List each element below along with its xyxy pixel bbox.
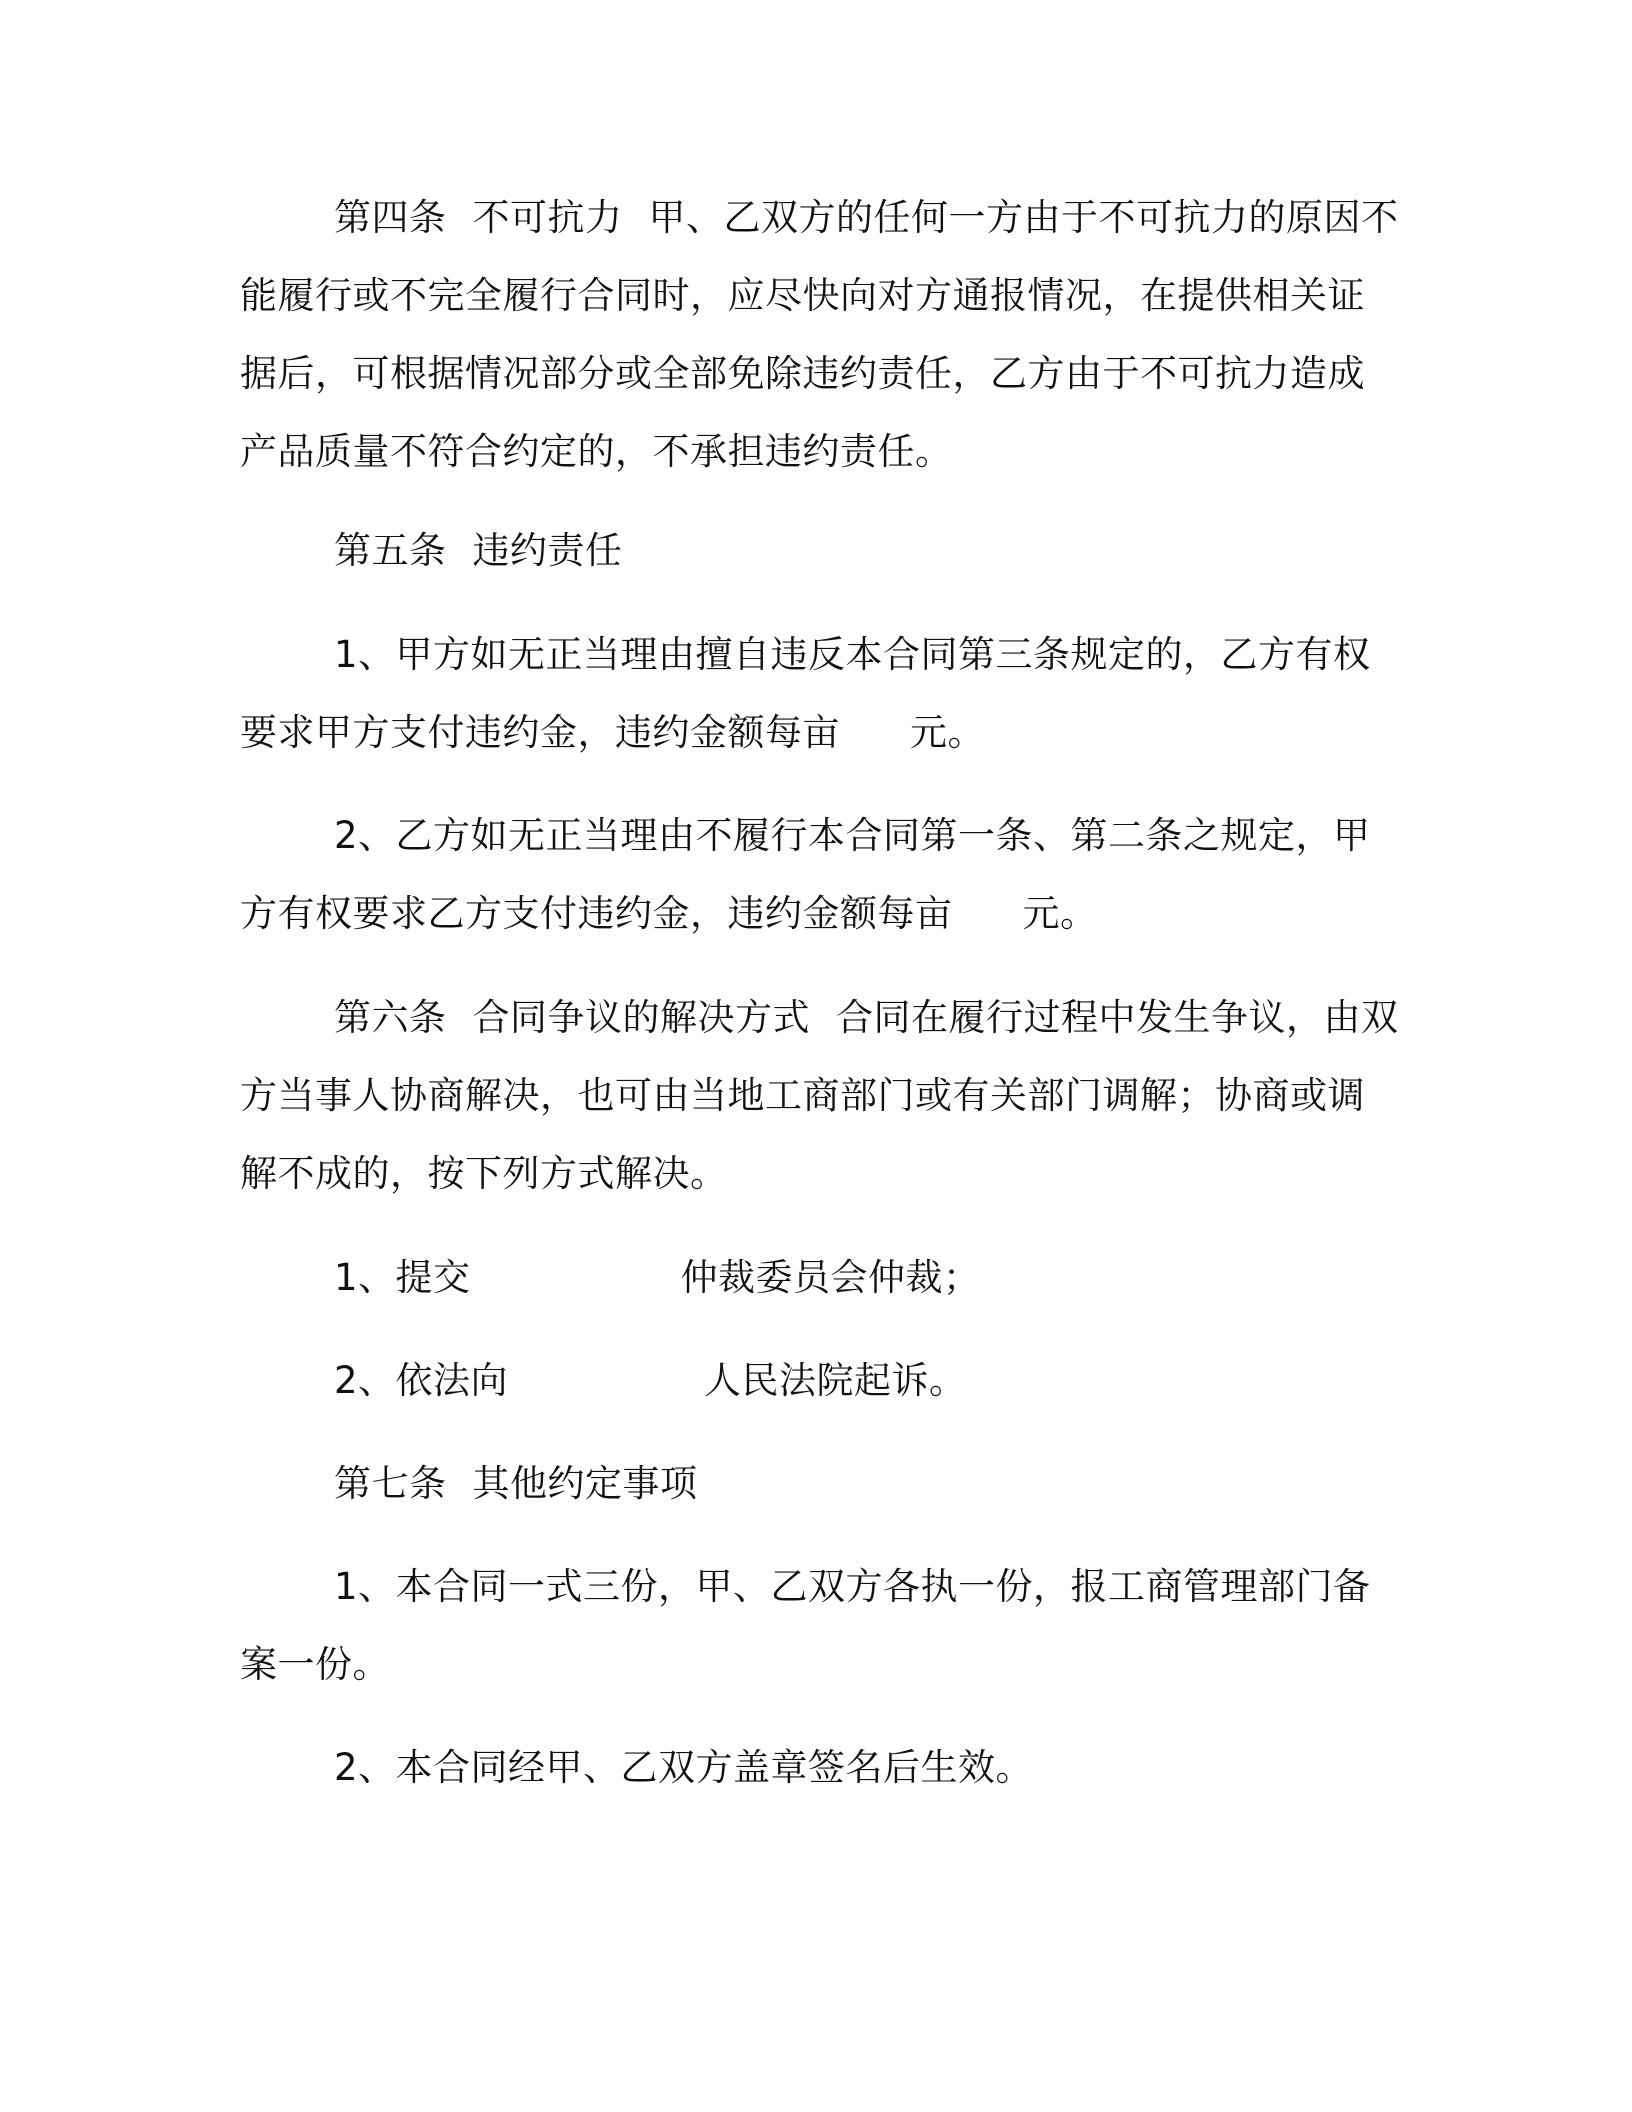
article-6-line-2: 方当事人协商解决，也可由当地工商部门或有关部门调解；协商或调: [240, 1074, 1365, 1117]
article-7-clause-1-line-2: 案一份。: [240, 1643, 390, 1686]
article-6-option-1-prefix: 1、提交: [334, 1256, 471, 1299]
article-7-heading-line: [334, 1456, 698, 1512]
article-5-clause-2-suffix: 元。: [1022, 892, 1098, 935]
article-5-heading: 第五条: [334, 529, 447, 572]
article-5-clause-1-prefix: 要求甲方支付违约金，违约金额每亩: [240, 711, 840, 754]
article-7-title: 其他约定事项: [472, 1462, 698, 1505]
article-6-option-2-suffix: 人民法院起诉。: [704, 1359, 967, 1402]
article-7-heading: 第七条: [334, 1462, 447, 1505]
article-5-clause-2-line-2: [240, 886, 1098, 942]
article-5-clause-2-line-1: 2、乙方如无正当理由不履行本合同第一条、第二条之规定，甲: [334, 814, 1371, 857]
article-6-option-2-prefix: 2、依法向: [334, 1359, 509, 1402]
article-5-clause-1-suffix: 元。: [910, 711, 985, 754]
article-4-line-2: 能履行或不完全履行合同时，应尽快向对方通报情况，在提供相关证: [240, 274, 1365, 317]
article-6-option-1: [334, 1250, 981, 1306]
article-4-line-4: 产品质量不符合约定的，不承担违约责任。: [240, 430, 953, 473]
article-4-heading: 第四条: [334, 196, 447, 239]
article-6-option-1-suffix: 仲裁委员会仲裁；: [680, 1256, 981, 1299]
article-5-title: 违约责任: [472, 529, 623, 572]
article-5-clause-1-line-1: 1、甲方如无正当理由擅自违反本合同第三条规定的，乙方有权: [334, 633, 1371, 676]
article-6-line-3: 解不成的，按下列方式解决。: [240, 1152, 728, 1195]
article-7-clause-2: 2、本合同经甲、乙双方盖章签名后生效。: [334, 1746, 1034, 1789]
article-4-title: 不可抗力: [472, 196, 623, 239]
article-4-line-3: 据后，可根据情况部分或全部免除违约责任，乙方由于不可抗力造成: [240, 352, 1365, 395]
article-7-clause-1-line-1: 1、本合同一式三份，甲、乙双方各执一份，报工商管理部门备: [334, 1565, 1371, 1608]
article-6-option-2: [334, 1353, 967, 1409]
article-6-line-1: [334, 990, 1399, 1046]
article-5-clause-2-prefix: 方有权要求乙方支付违约金，违约金额每亩: [240, 892, 953, 935]
article-5-clause-1-line-2: [240, 705, 985, 761]
article-4-line-1: [334, 190, 1399, 246]
article-5-heading-line: [334, 523, 623, 579]
article-6-text-1: 合同在履行过程中发生争议，由双: [836, 996, 1399, 1039]
article-6-title: 合同争议的解决方式: [472, 996, 810, 1039]
article-6-heading: 第六条: [334, 996, 447, 1039]
article-4-text-1: 甲、乙双方的任何一方由于不可抗力的原因不: [648, 196, 1399, 239]
